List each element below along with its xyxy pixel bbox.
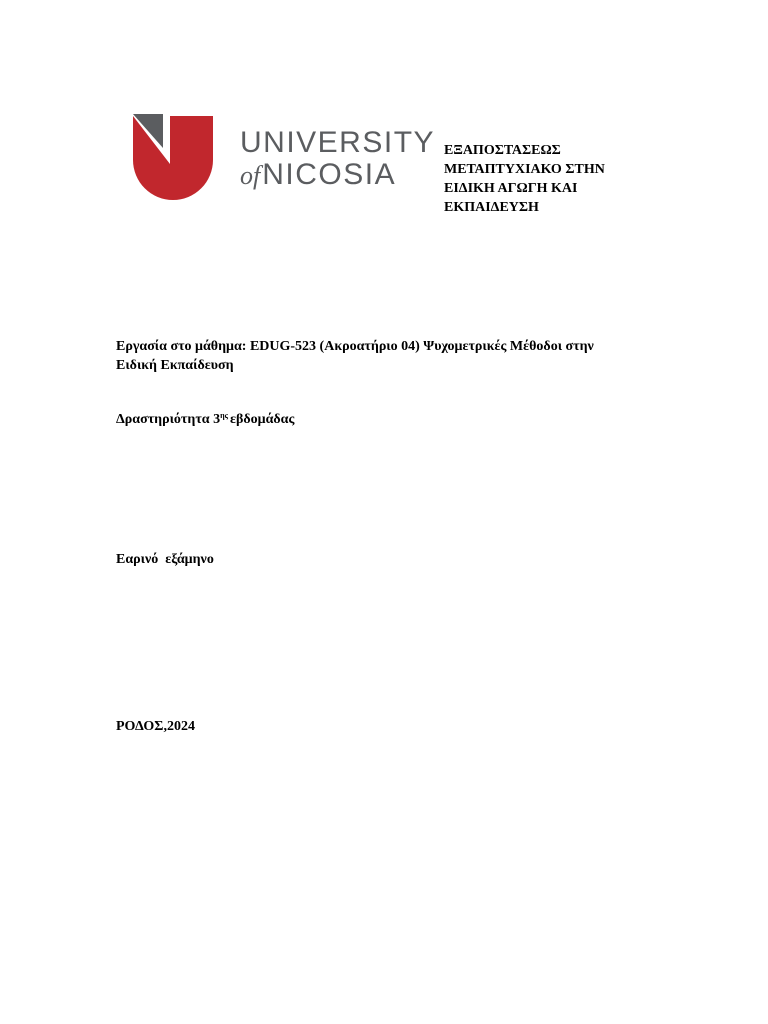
course-title-line1: Εργασία στο μάθημα: EDUG-523 (Ακροατήριο 04) Ψυχομετρικές Μέθοδοι στην xyxy=(116,339,594,354)
wordmark-nicosia: NICOSIA xyxy=(262,158,397,191)
program-title xyxy=(444,141,644,217)
activity-suffix: εβδομάδας xyxy=(230,412,295,427)
program-title-line: ΕΙΔΙΚΗ ΑΓΩΓΗ ΚΑΙ xyxy=(444,181,578,196)
activity-prefix: Δραστηριότητα 3 xyxy=(116,412,221,427)
wordmark-line2 xyxy=(240,158,396,197)
university-wordmark xyxy=(240,126,436,198)
university-logo xyxy=(133,114,436,204)
course-title-line2: Ειδική Εκπαίδευση xyxy=(116,358,234,373)
semester-label: Εαρινό εξάμηνο xyxy=(116,552,214,567)
program-title-line: ΕΞΑΠΟΣΤΑΣΕΩΣ xyxy=(444,143,561,158)
place-year-label: ΡΟΔΟΣ,2024 xyxy=(116,719,195,734)
wordmark-of: of xyxy=(240,161,261,190)
program-title-line: ΜΕΤΑΠΤΥΧΙΑΚΟ ΣΤΗΝ xyxy=(444,162,605,177)
program-title-line: ΕΚΠΑΙΔΕΥΣΗ xyxy=(444,200,539,215)
university-shield-icon xyxy=(133,114,215,202)
activity-title xyxy=(116,410,294,429)
activity-superscript: ης xyxy=(220,411,229,420)
wordmark-university: UNIVERSITY xyxy=(240,126,436,159)
course-title xyxy=(116,337,676,375)
